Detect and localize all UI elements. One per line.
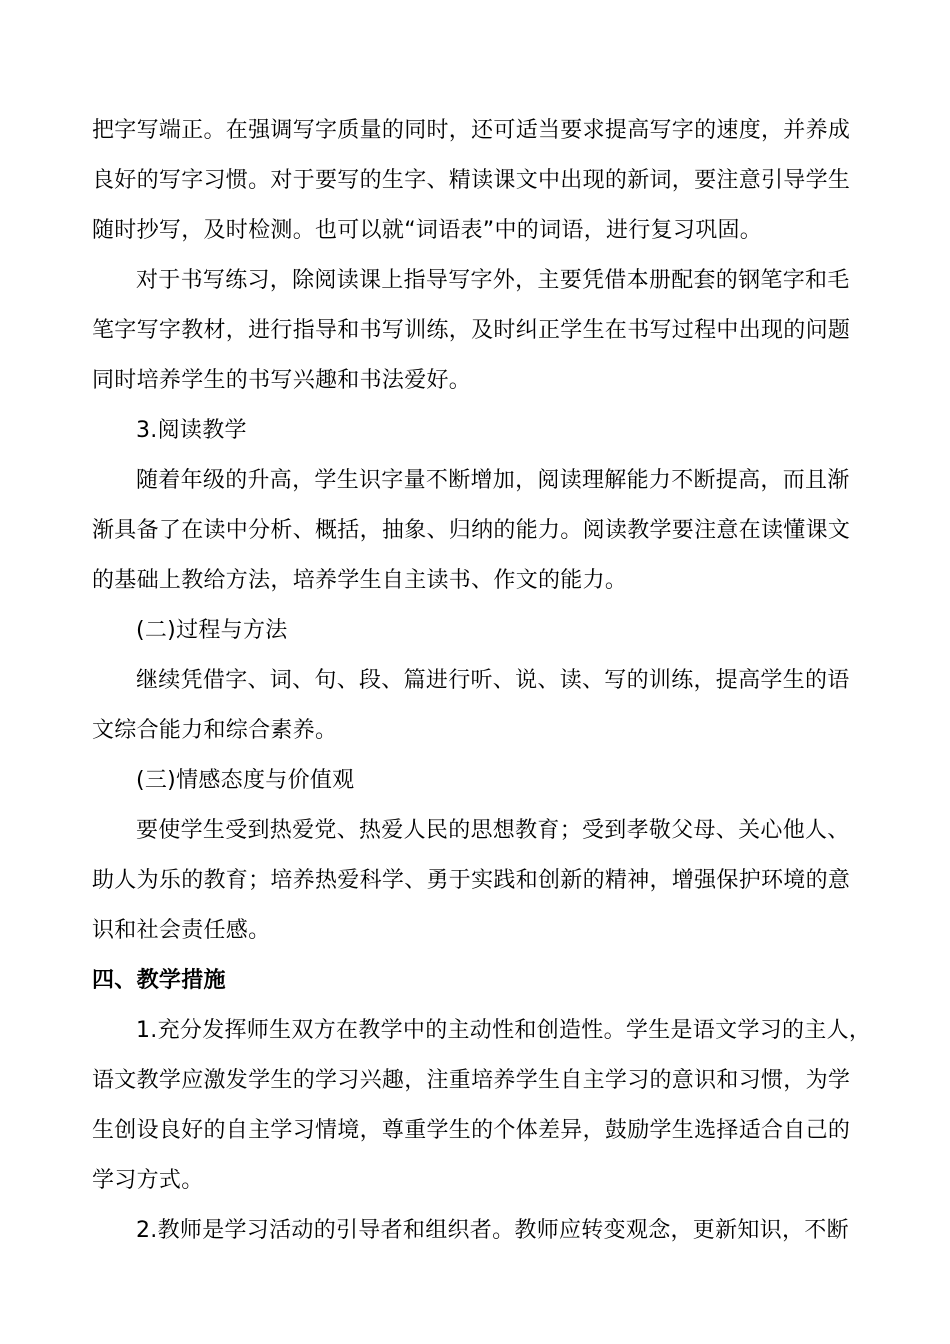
text-line: 识和社会责任感。: [92, 918, 271, 943]
text-line: 随时抄写，及时检测。也可以就“词语表”中的词语，进行复习巩固。: [92, 218, 763, 243]
section-heading-teaching-measures: 四、教学措施: [92, 968, 226, 993]
paragraph-start-line: 1.充分发挥师生双方在教学中的主动性和创造性。学生是语文学习的主人，: [136, 1018, 872, 1043]
text-line: 良好的写字习惯。对于要写的生字、精读课文中出现的新词，要注意引导学生: [92, 168, 851, 193]
paragraph-start-line: 随着年级的升高，学生识字量不断增加，阅读理解能力不断提高，而且渐: [136, 468, 850, 493]
document-body: [92, 106, 872, 1256]
subheading-process-method: (二)过程与方法: [136, 618, 288, 643]
paragraph-start-line: 对于书写练习，除阅读课上指导写字外，主要凭借本册配套的钢笔字和毛: [136, 268, 850, 293]
text-line: 文综合能力和综合素养。: [92, 718, 338, 743]
subheading-emotion-values: (三)情感态度与价值观: [136, 768, 355, 793]
subheading-reading-teaching: 3.阅读教学: [136, 418, 247, 443]
paragraph-start-line: 要使学生受到热爱党、热爱人民的思想教育；受到孝敬父母、关心他人、: [136, 818, 850, 843]
text-line: 生创设良好的自主学习情境，尊重学生的个体差异，鼓励学生选择适合自己的: [92, 1118, 851, 1143]
text-line: 笔字写字教材，进行指导和书写训练，及时纠正学生在书写过程中出现的问题: [92, 318, 851, 343]
paragraph-start-line: 2.教师是学习活动的引导者和组织者。教师应转变观念，更新知识，不断: [136, 1218, 849, 1243]
text-line: 助人为乐的教育；培养热爱科学、勇于实践和创新的精神，增强保护环境的意: [92, 868, 851, 893]
text-line: 同时培养学生的书写兴趣和书法爱好。: [92, 368, 472, 393]
text-line: 把字写端正。在强调写字质量的同时，还可适当要求提高写字的速度，并养成: [92, 118, 851, 143]
text-line: 学习方式。: [92, 1168, 204, 1193]
text-line: 的基础上教给方法，培养学生自主读书、作文的能力。: [92, 568, 628, 593]
paragraph-start-line: 继续凭借字、词、句、段、篇进行听、说、读、写的训练，提高学生的语: [136, 668, 850, 693]
text-line: 语文教学应激发学生的学习兴趣，注重培养学生自主学习的意识和习惯，为学: [92, 1068, 851, 1093]
text-line: 渐具备了在读中分析、概括，抽象、归纳的能力。阅读教学要注意在读懂课文: [92, 518, 851, 543]
